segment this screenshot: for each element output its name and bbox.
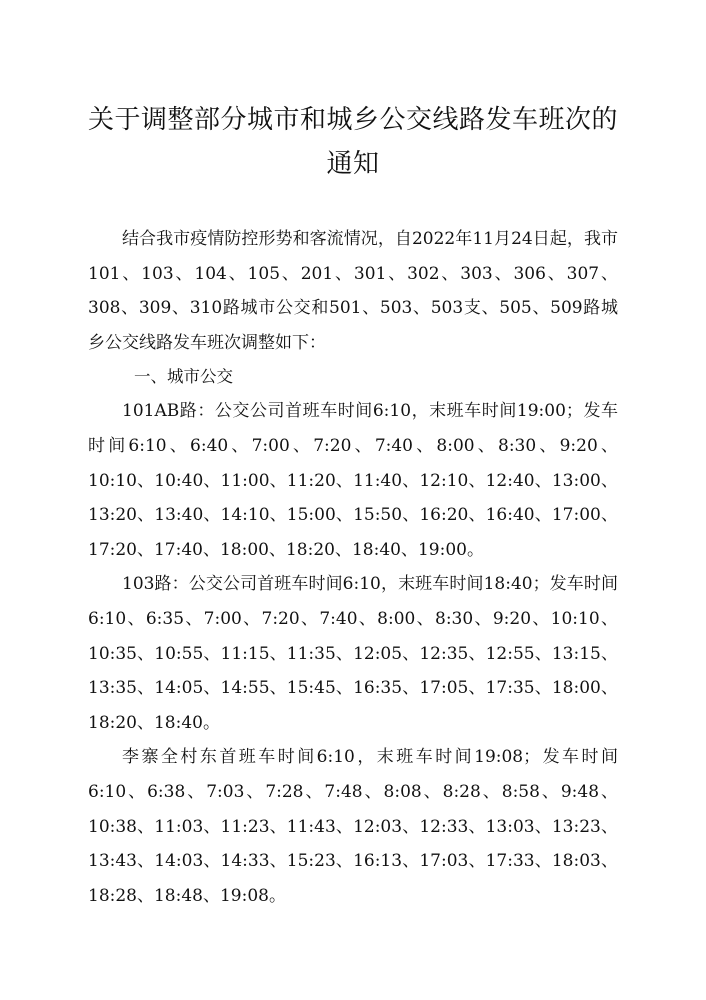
intro-paragraph: 结合我市疫情防控形势和客流情况，自2022年11月24日起，我市101、103、104、105、201、301、302、303、306、307、308、309、310路城市公交和501、503、503支、505、509路城乡公交线路发车班次调整如下： xyxy=(88,229,618,353)
document-body xyxy=(88,222,618,913)
route-103-lizhai-paragraph: 李寨全村东首班车时间6:10，末班车时间19:08；发车时间6:10、6:38、7:03、7:28、7:48、8:08、8:28、8:58、9:48、10:38、11:03、11:23、11:43、12:03、12:33、13:03、13:23、13:43、14:03、14:33、15:23、16:13、17:03、17:33、18:03、18:28、18:48、19:08。 xyxy=(88,747,618,906)
section-heading-city-bus: 一、城市公交 xyxy=(134,367,233,387)
document-title: 关于调整部分城市和城乡公交线路发车班次的通知 xyxy=(88,105,619,179)
route-103-paragraph: 103路：公交公司首班车时间6:10，末班车时间18:40；发车时间6:10、6:35、7:00、7:20、7:40、8:00、8:30、9:20、10:10、10:35、10:55、11:15、11:35、12:05、12:35、12:55、13:15、13:35、14:05、14:55、15:45、16:35、17:05、17:35、18:00、18:20、18:40。 xyxy=(88,574,618,733)
route-101ab-paragraph: 101AB路：公交公司首班车时间6:10，末班车时间19:00；发车时间6:10、6:40、7:00、7:20、7:40、8:00、8:30、9:20、10:10、10:40、11:00、11:20、11:40、12:10、12:40、13:00、13:20、13:40、14:10、15:00、15:50、16:20、16:40、17:00、17:20、17:40、18:00、18:20、18:40、19:00。 xyxy=(88,401,618,560)
